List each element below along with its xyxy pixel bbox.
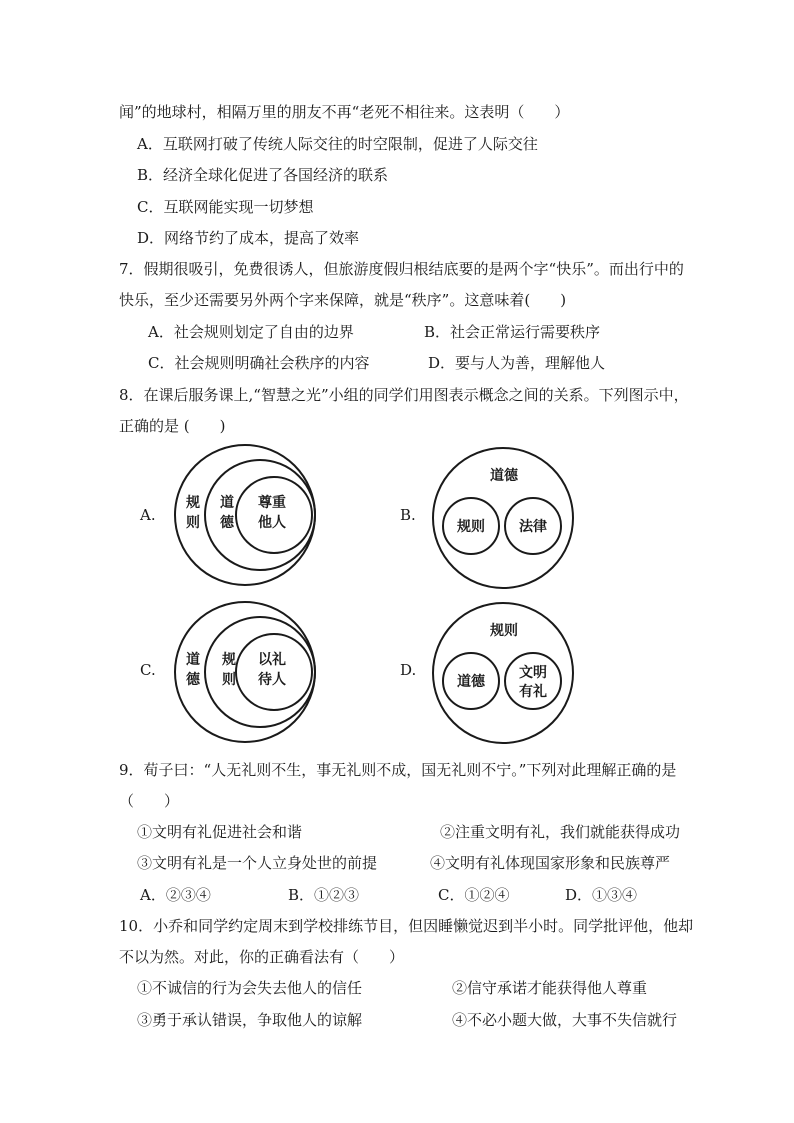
q6-option-d: D．网络节约了成本，提高了效率 — [137, 229, 360, 247]
q9-statement-2: ②注重文明有礼，我们就能获得成功 — [440, 823, 681, 841]
diagram-a — [160, 445, 340, 595]
q7-option-b: B．社会正常运行需要秩序 — [424, 323, 601, 341]
q7-stem-line2: 快乐，至少还需要另外两个字来保障，就是“秩序”。这意味着( ) — [119, 291, 567, 309]
q10-stem-line2: 不以为然。对此，你的正确看法有（ ） — [119, 948, 405, 966]
diagram-b-top-text: 道德 — [490, 468, 518, 484]
q9-option-a: A．②③④ — [140, 886, 211, 904]
q9-statement-1: ①文明有礼促进社会和谐 — [137, 823, 303, 841]
q8-stem-line2: 正确的是 ( ) — [119, 417, 226, 435]
q9-option-c: C．①②④ — [438, 886, 510, 904]
diagram-a-inner-text-1: 尊重 — [258, 495, 286, 511]
q10-statement-2: ②信守承诺才能获得他人尊重 — [452, 979, 648, 997]
diagram-d-right-text-2: 有礼 — [519, 684, 547, 700]
diagram-d-right-circle — [505, 653, 561, 709]
q10-statement-4: ④不必小题大做，大事不失信就行 — [452, 1011, 678, 1029]
diagram-c-middle-text-2: 则 — [222, 672, 236, 688]
q9-stem-line2: （ ） — [119, 792, 180, 810]
q9-statement-3: ③文明有礼是一个人立身处世的前提 — [137, 854, 378, 872]
diagram-d-left-text: 道德 — [457, 674, 485, 690]
q9-option-d: D．①③④ — [565, 886, 638, 904]
diagram-c-inner-text-2: 待人 — [258, 672, 286, 688]
q9-stem-line1: 9．荀子曰：“人无礼则不生，事无礼则不成，国无礼则不宁。”下列对此理解正确的是 — [119, 761, 677, 779]
q7-option-a: A．社会规则划定了自由的边界 — [148, 323, 354, 341]
diagram-c — [160, 602, 340, 752]
diagram-c-label: C. — [140, 661, 156, 679]
diagram-c-inner-text-1: 以礼 — [258, 652, 286, 668]
q10-statement-1: ①不诚信的行为会失去他人的信任 — [137, 979, 363, 997]
q7-option-d: D．要与人为善，理解他人 — [428, 354, 606, 372]
diagram-d-label: D. — [400, 661, 417, 679]
diagram-d-top-text: 规则 — [490, 623, 518, 639]
q10-stem-line1: 10．小乔和同学约定周末到学校排练节目，但因睡懒觉迟到半小时。同学批评他，他却 — [119, 917, 694, 935]
diagram-c-middle-text-1: 规 — [222, 652, 236, 668]
q6-option-b: B．经济全球化促进了各国经济的联系 — [137, 166, 389, 184]
diagram-d-right-text-1: 文明 — [519, 665, 547, 681]
q6-option-c: C．互联网能实现一切梦想 — [137, 198, 314, 216]
diagram-a-middle-text-2: 德 — [220, 515, 234, 531]
q7-stem-line1: 7．假期很吸引，免费很诱人，但旅游度假归根结底要的是两个字“快乐”。而出行中的 — [119, 260, 684, 278]
q8-stem-line1: 8．在课后服务课上,“智慧之光”小组的同学们用图表示概念之间的关系。下列图示中， — [119, 386, 689, 404]
diagram-a-outer-text-1: 规 — [186, 495, 200, 511]
q10-statement-3: ③勇于承认错误，争取他人的谅解 — [137, 1011, 363, 1029]
diagram-b-right-text: 法律 — [519, 519, 547, 535]
diagram-d — [430, 597, 580, 747]
q9-statement-4: ④文明有礼体现国家形象和民族尊严 — [430, 854, 671, 872]
diagram-b — [430, 442, 580, 592]
diagram-c-outer-text-2: 德 — [186, 672, 200, 688]
q7-option-c: C．社会规则明确社会秩序的内容 — [148, 354, 370, 372]
diagram-b-label: B. — [400, 506, 416, 524]
diagram-b-left-text: 规则 — [457, 519, 485, 535]
diagram-a-outer-text-2: 则 — [186, 515, 200, 531]
diagram-a-label: A. — [140, 506, 156, 524]
diagram-a-middle-text-1: 道 — [220, 495, 234, 511]
q6-stem-tail: 闻”的地球村，相隔万里的朋友不再“老死不相往来。这表明（ ） — [119, 103, 570, 121]
q6-option-a: A．互联网打破了传统人际交往的时空限制，促进了人际交往 — [137, 135, 538, 153]
q9-option-b: B．①②③ — [288, 886, 360, 904]
diagram-c-outer-text-1: 道 — [186, 652, 200, 668]
diagram-a-inner-text-2: 他人 — [258, 515, 286, 531]
